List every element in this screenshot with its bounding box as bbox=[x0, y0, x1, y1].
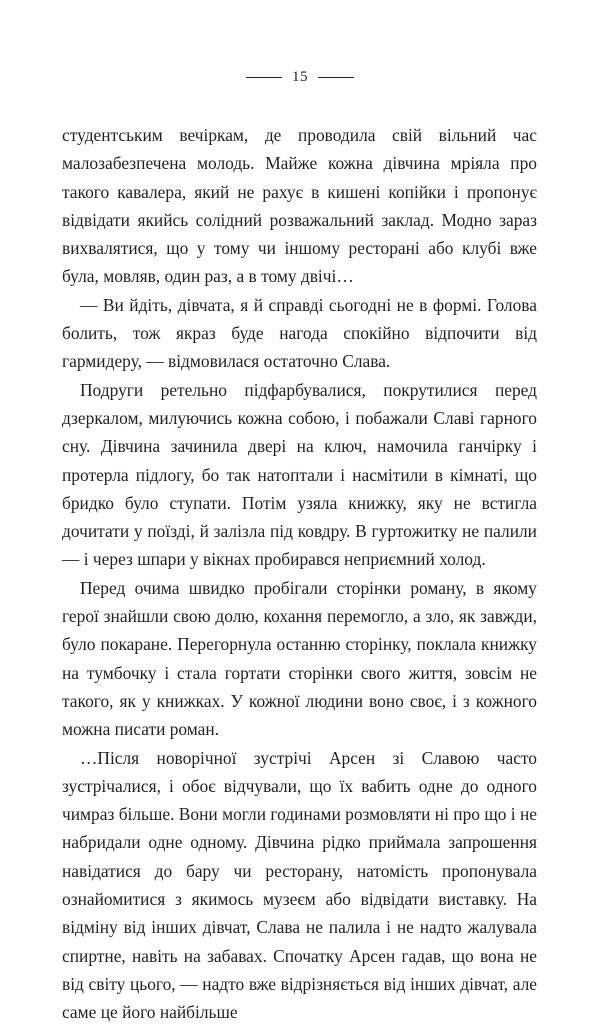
paragraph-1: студентським вечіркам, де проводила свій вільний час малозабезпечена молодь. Майже кожна дівчина мріяла про такого кавалера, який не рахує в кишені копійки і пропонує відвідати якийсь солідний розважальний заклад. Модно зараз вихвалятися, що у тому чи іншому ресторані або клубі вже була, мовляв, один раз, а в тому двічі… bbox=[62, 125, 537, 287]
paragraph-2: — Ви йдіть, дівчата, я й справді сьогодні не в формі. Голова болить, тож якраз буде нагода спокійно відпочити від гармидеру, — відмовилася остаточно Слава. bbox=[62, 294, 537, 372]
right-rule bbox=[318, 77, 354, 78]
paragraph-4: Перед очима швидко пробігали сторінки роману, в якому герої знайшли свою долю, кохання перемогло, а зло, як завжди, було покаране. Перегорнула останню сторінку, поклала книжку на тумбочку і стала гортати сторінки свого життя, зовсім не такого, як у книжках. У кожної людини воно своє, і з кожного можна писати роман. bbox=[62, 577, 537, 740]
page-header bbox=[0, 68, 600, 86]
paragraph-3: Подруги ретельно підфарбувалися, покрутилися перед дзеркалом, милуючись кожна собою, і побажали Славі гарного сну. Дівчина зачинила двері на ключ, намочила ганчірку і протерла підлогу, бо так натоптали і насмітили в кімнаті, що бридко було ступати. Потім узяла книжку, яку не встигла дочитати у поїзді, й залізла під ковдру. В гуртожитку не палили — і через шпари у вікнах пробирався неприємний холод. bbox=[62, 379, 537, 570]
paragraph-5: …Після новорічної зустрічі Арсен зі Славою часто зустрічалися, і обоє відчували, що їх вабить одне до одного чимраз більше. Вони могли годинами розмовляти ні про що і не набридали одне одному. Дівчина рідко приймала запрошення навідатися до бару чи ресторану, натомість пропонувала ознайомитися з якимось музеєм або відвідати виставку. На відміну від інших дівчат, Слава не палила і не надто жалувала спиртне, навіть на забавах. Спочатку Арсен гадав, що вона не від світу цього, — надто вже відрізняється від інших дівчат, але саме це його найбільше bbox=[62, 747, 537, 1023]
left-rule bbox=[246, 77, 282, 78]
body-text bbox=[62, 121, 537, 1027]
page-number: 15 bbox=[292, 69, 308, 85]
